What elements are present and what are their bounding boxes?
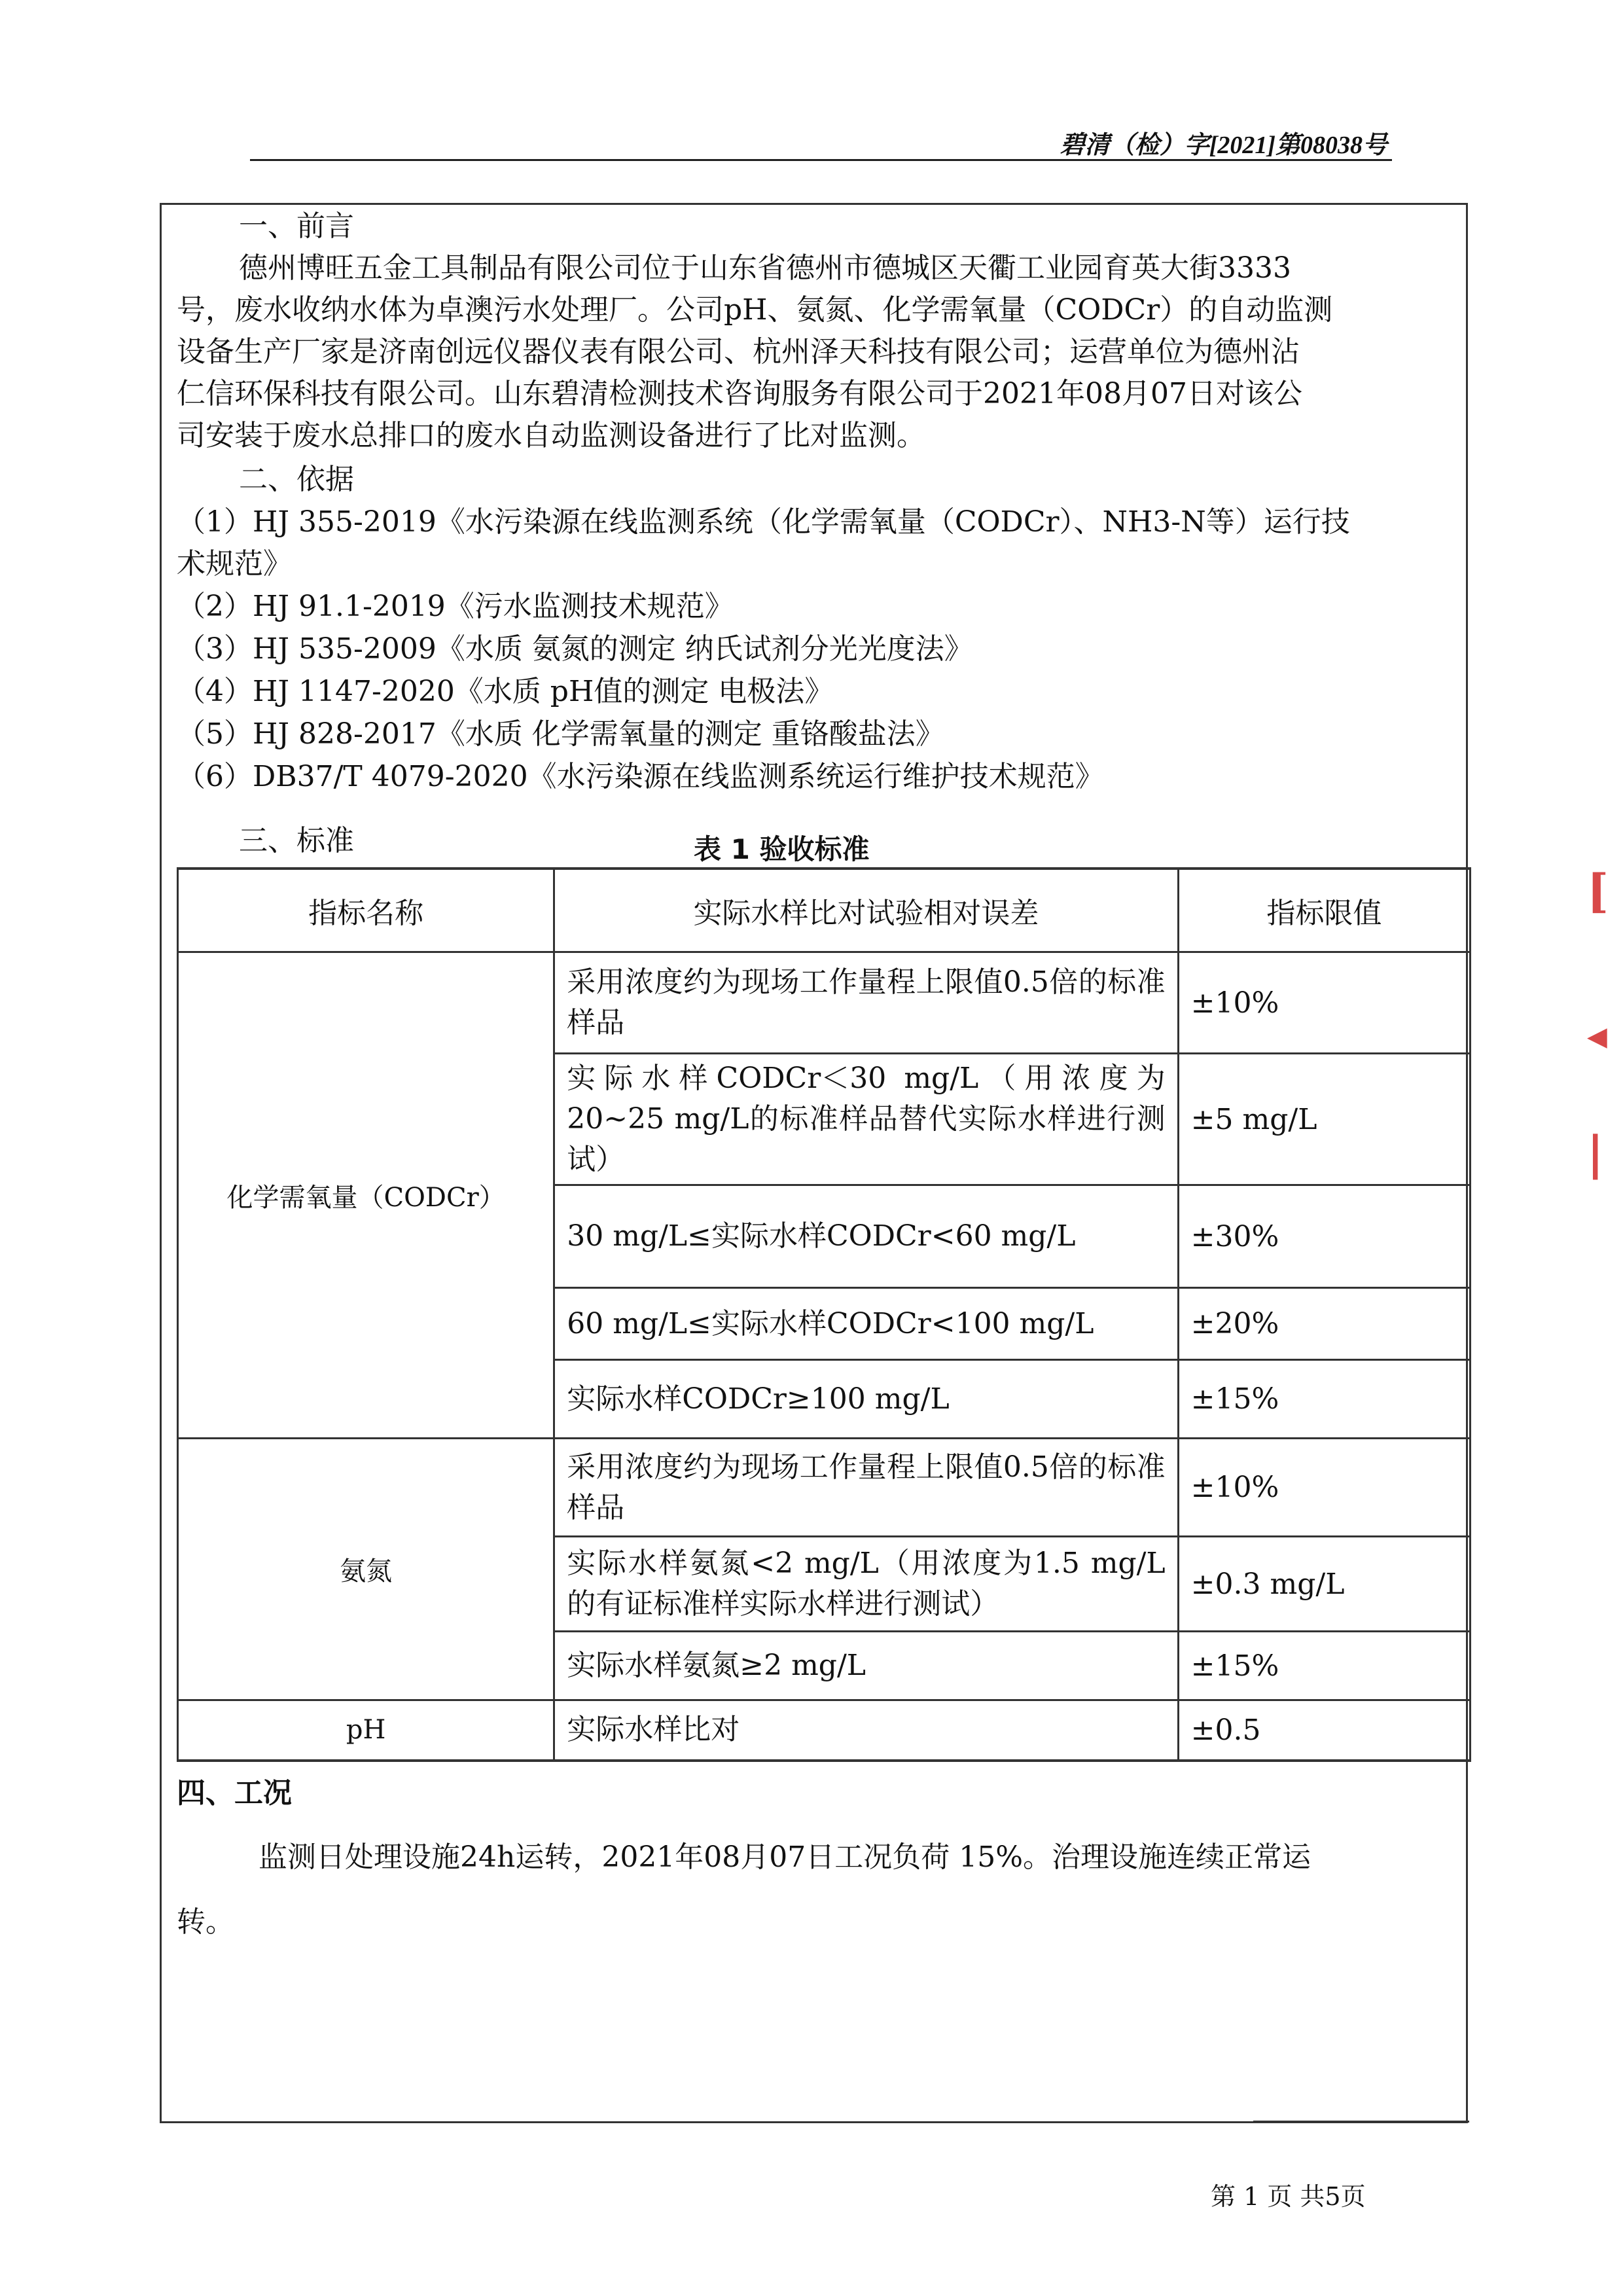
condition-cell: 实际水样氨氮≥2 mg/L	[554, 1632, 1178, 1700]
condition-cell: 60 mg/L≤实际水样CODCr<100 mg/L	[554, 1288, 1178, 1360]
reference-1: （1）HJ 355-2019《水污染源在线监测系统（化学需氧量（CODCr）、NH3-N等）运行技	[177, 505, 1350, 539]
footer-rule	[1253, 2121, 1469, 2123]
limit-cell: ±5 mg/L	[1178, 1054, 1470, 1185]
limit-cell: ±30%	[1178, 1185, 1470, 1288]
seal-fragment-middle: ◀	[1587, 1021, 1607, 1052]
section-title-conditions: 四、工况	[177, 1776, 292, 1810]
preface-line-3: 设备生产厂家是济南创远仪器仪表有限公司、杭州泽天科技有限公司；运营单位为德州沾	[177, 335, 1300, 368]
table-row	[178, 1439, 1471, 1537]
condition-cell: 实际水样CODCr＜30 mg/L（用浓度为20~25 mg/L的标准样品替代实际水样进行测试）	[554, 1054, 1178, 1185]
limit-cell: ±15%	[1178, 1632, 1470, 1700]
section-title-standard: 三、标准	[239, 824, 354, 857]
condition-cell: 30 mg/L≤实际水样CODCr<60 mg/L	[554, 1185, 1178, 1288]
limit-cell: ±0.5	[1178, 1700, 1470, 1761]
limit-cell: ±0.3 mg/L	[1178, 1537, 1470, 1632]
reference-6: （6）DB37/T 4079-2020《水污染源在线监测系统运行维护技术规范》	[177, 760, 1104, 793]
reference-3: （3）HJ 535-2009《水质 氨氮的测定 纳氏试剂分光光度法》	[177, 632, 973, 666]
preface-line-5: 司安装于废水总排口的废水自动监测设备进行了比对监测。	[177, 419, 925, 452]
section-title-basis: 二、依据	[239, 463, 354, 496]
limit-cell: ±10%	[1178, 1439, 1470, 1537]
limit-cell: ±20%	[1178, 1288, 1470, 1360]
reference-2: （2）HJ 91.1-2019《污水监测技术规范》	[177, 590, 734, 623]
table-row	[178, 952, 1471, 1054]
document-number: 碧清（检）字[2021]第08038号	[1060, 132, 1387, 159]
preface-line-2: 号，废水收纳水体为卓澳污水处理厂。公司pH、氨氮、化学需氧量（CODCr）的自动监测	[177, 293, 1333, 327]
category-ph: pH	[178, 1700, 554, 1761]
table-caption: 表 1 验收标准	[694, 833, 870, 865]
condition-cell: 实际水样CODCr≥100 mg/L	[554, 1360, 1178, 1439]
table-header-row	[178, 869, 1471, 952]
conditions-line-2: 转。	[177, 1905, 234, 1939]
condition-cell: 采用浓度约为现场工作量程上限值0.5倍的标准样品	[554, 1439, 1178, 1537]
preface-line-1: 德州博旺五金工具制品有限公司位于山东省德州市德城区天衢工业园育英大街3333	[239, 251, 1291, 285]
page-number: 第 1 页 共5页	[1211, 2182, 1366, 2211]
reference-5: （5）HJ 828-2017《水质 化学需氧量的测定 重铬酸盐法》	[177, 717, 944, 751]
category-cod: 化学需氧量（CODCr）	[178, 952, 554, 1439]
section-title-preface: 一、前言	[239, 209, 354, 243]
header-rule	[250, 159, 1392, 161]
preface-line-4: 仁信环保科技有限公司。山东碧清检测技术咨询服务有限公司于2021年08月07日对该公	[177, 377, 1302, 410]
limit-cell: ±10%	[1178, 952, 1470, 1054]
acceptance-standard-table	[177, 867, 1471, 1762]
seal-fragment-bottom: |	[1587, 1126, 1604, 1180]
category-ammonia: 氨氮	[178, 1439, 554, 1700]
table-row	[178, 1700, 1471, 1761]
header-indicator: 指标名称	[178, 869, 554, 952]
condition-cell: 实际水样氨氮<2 mg/L（用浓度为1.5 mg/L的有证标准样实际水样进行测试）	[554, 1537, 1178, 1632]
reference-1-cont: 术规范》	[177, 547, 292, 581]
header-relative-error: 实际水样比对试验相对误差	[554, 869, 1178, 952]
reference-4: （4）HJ 1147-2020《水质 pH值的测定 电极法》	[177, 675, 834, 708]
header-limit: 指标限值	[1178, 869, 1470, 952]
conditions-line-1: 监测日处理设施24h运转，2021年08月07日工况负荷 15%。治理设施连续正常运	[259, 1840, 1311, 1874]
condition-cell: 采用浓度约为现场工作量程上限值0.5倍的标准样品	[554, 952, 1178, 1054]
seal-fragment-top: [	[1587, 864, 1609, 918]
limit-cell: ±15%	[1178, 1360, 1470, 1439]
condition-cell: 实际水样比对	[554, 1700, 1178, 1761]
